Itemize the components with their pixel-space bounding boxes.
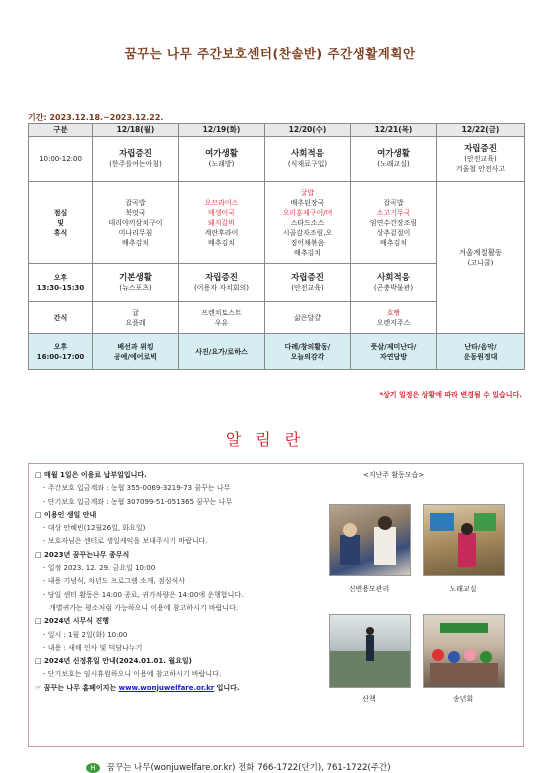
evening-item: 자연담방 (379, 352, 408, 361)
notice-item: - 일정 2023. 12. 29. 금요일 10:00 (43, 564, 156, 573)
header-cell: 12/21(목) (351, 124, 437, 137)
program-main: 자립증진 (291, 272, 324, 283)
menu-item: 잡곡밥 (125, 198, 146, 207)
snack-cell (351, 302, 437, 334)
program-sub: 겨울철 안전사고 (455, 165, 506, 173)
activity-photo (329, 504, 411, 576)
header-row (29, 124, 525, 137)
snack-item: 우유 (214, 318, 229, 327)
program-cell (93, 137, 179, 182)
evening-row (29, 334, 525, 370)
notice-title: 알림란 (225, 430, 315, 449)
photo-singing-image (424, 505, 504, 575)
photos-title: <지난주 활동모습> (363, 471, 425, 479)
evening-cell (351, 334, 437, 370)
menu-cell (351, 182, 437, 264)
logo-icon: H (86, 763, 100, 773)
label-line: 오후 (53, 273, 68, 282)
notice-item: - 일시 : 1월 2일(화) 10:00 (43, 630, 128, 639)
notice-box (28, 463, 524, 747)
menu-item: 상추겉절이 (376, 228, 411, 237)
snack-item: 요플레 (125, 318, 146, 327)
menu-item: 오리훈제구이/머 (282, 208, 333, 217)
notice-item: 개별귀가는 평소처럼 가능하오니 이용에 참고하시기 바랍니다. (49, 603, 239, 612)
evening-cell (437, 334, 525, 370)
evening-cell (179, 334, 265, 370)
evening-item: 사진/요가/로하스 (195, 347, 248, 356)
header-cell: 12/22(금) (437, 124, 525, 137)
program-sub: (이용자 자치회의) (193, 283, 250, 292)
snack-item: 귤 (132, 308, 139, 317)
menu-item: 굴밥 (300, 188, 315, 197)
snack-item: 오렌지주스 (376, 318, 411, 327)
notice-heading: □ 2023년 꿈꾸는나무 종무식 (35, 550, 130, 559)
photo-caption: 노래교실 (449, 585, 477, 593)
program-main: 자립증진 (119, 149, 152, 159)
label-line: 휴식 (53, 228, 68, 237)
time-cell: 10:00-12:00 (29, 137, 93, 182)
program-sub: (안전교육) (464, 155, 497, 163)
menu-cell (93, 182, 179, 264)
lunch-row (29, 182, 525, 264)
evening-cell (265, 334, 351, 370)
notice-item: - 내용 기념식, 차년도 프로그램 소개, 점심식사 (43, 577, 186, 586)
program-cell (351, 137, 437, 182)
program-cell (179, 137, 265, 182)
menu-item: 계란후라이 (204, 228, 239, 237)
label-line: 오후 (53, 342, 68, 351)
time-cell (29, 264, 93, 302)
notice-heading: □ 2024년 신정휴일 안내(2024.01.01. 월요일) (35, 657, 192, 666)
program-cell (437, 137, 525, 182)
lunch-label (29, 182, 93, 264)
program-main: 여가생활 (205, 149, 238, 159)
program-sub: (안전교육) (291, 283, 324, 292)
notice-heading: □ 매월 1일은 이용료 납부일입니다. (35, 471, 147, 479)
program-cell (351, 264, 437, 302)
photo-caption: 신변용모관리 (348, 585, 390, 593)
page-title: 꿈꾸는 나무 주간보호센터(찬솔반) 주간생활계획안 (124, 46, 416, 61)
footer-text: 꿈꾸는 나무(wonjuwelfare.or.kr) 전화 766-1722(단기), 761-1722(주간) (106, 763, 391, 773)
program-sub: (곤충박물관) (373, 283, 414, 292)
program-sub: (노래방) (208, 160, 235, 168)
snack-item: 호빵 (386, 308, 401, 317)
notice-item: - 단기보호는 임시휴원하오니 이용에 참고하시기 바랍니다. (43, 670, 222, 679)
header-cell: 12/19(화) (179, 124, 265, 137)
program-cell (179, 264, 265, 302)
program-sub: (노래교실) (377, 160, 410, 168)
program-sub: (식재료구입) (287, 160, 328, 168)
menu-item: 미나리무침 (118, 228, 153, 237)
program-main: 기본생활 (119, 272, 152, 283)
photo-caption: 산책 (362, 695, 376, 703)
menu-cell (179, 182, 265, 264)
activity-photo (329, 614, 411, 688)
snack-cell (265, 302, 351, 334)
menu-item: 데리야끼삼치구이 (108, 218, 163, 227)
menu-item: 잡곡밥 (383, 198, 404, 207)
notice-heading: □ 이용인 생일 안내 (35, 510, 97, 519)
notice-item: - 단기보호 입금계좌 : 농협 307099-51-051365 꿈꾸는 나무 (43, 497, 233, 506)
program-main: 사회적응 (377, 272, 410, 283)
menu-cell (265, 182, 351, 264)
snack-cell (93, 302, 179, 334)
header-cell: 구분 (29, 124, 93, 137)
program-main: 자립증진 (205, 272, 238, 283)
program-sub: (한주를여는아침) (109, 160, 162, 168)
evening-item: 오늘의감각 (290, 352, 325, 361)
program-sub: (고니쿨) (467, 258, 494, 267)
program-main: 사회적응 (291, 149, 324, 159)
program-main: 겨울계절활동 (458, 247, 503, 257)
notice-item: - 대상 안혜빈(12월26일, 화요일) (43, 524, 146, 533)
program-main: 여가생활 (377, 149, 410, 159)
label-line: 점심 (53, 208, 68, 217)
evening-item: 운동원정대 (463, 352, 498, 361)
menu-item: 징어채볶음 (290, 238, 325, 247)
snack-item: 프렌치토스트 (201, 308, 242, 317)
menu-item: 배추김치 (293, 248, 322, 257)
homepage-link[interactable]: www.wonjuwelfare.or.kr (118, 683, 215, 692)
photo-grooming-image (330, 505, 410, 575)
photo-walk-image (330, 615, 410, 687)
menu-item: 배추김치 (379, 238, 408, 247)
menu-item: 배추김치 (207, 238, 236, 247)
menu-item: 스타드소스 (290, 218, 325, 227)
homepage-prefix: ☞ 꿈꾸는 나무 홈페이지는 (35, 683, 117, 692)
program-sub: (뉴스포츠) (119, 283, 152, 292)
evening-cell (93, 334, 179, 370)
evening-item: 풋살/제미난다/ (370, 342, 417, 351)
menu-item: 배추김치 (121, 238, 150, 247)
evening-item: 난타/음악/ (464, 342, 497, 351)
snack-item: 삶은달걀 (293, 313, 322, 322)
activity-photo (423, 614, 505, 688)
label-line: 및 (57, 218, 64, 227)
menu-item: 배추된장국 (290, 198, 325, 207)
homepage-suffix: 입니다. (216, 683, 240, 692)
homepage-line (35, 682, 335, 695)
activity-photo (423, 504, 505, 576)
notice-item: - 보호자님은 센터로 생일케익을 보내주시기 바랍니다. (43, 537, 208, 546)
notice-item: - 당일 센터 활동은 14:00 종료, 귀가차량은 14:00에 운행합니다. (43, 590, 244, 599)
menu-item: 매생이국 (207, 208, 236, 217)
menu-item: 북엇국 (125, 208, 146, 217)
notice-item: - 주간보호 입금계좌 : 농협 355-0069-3219-73 꿈꾸는 나무 (43, 484, 231, 493)
morning-row (29, 137, 525, 182)
schedule-table (28, 123, 525, 370)
label-line: 13:30-15:30 (36, 283, 85, 292)
photo-caption: 송년회 (452, 695, 474, 703)
program-cell (93, 264, 179, 302)
snack-label: 간식 (29, 302, 93, 334)
evening-item: 다례/창의활동/ (284, 342, 331, 351)
evening-item: 공예/에어로빅 (113, 352, 158, 361)
notice-list (35, 469, 335, 695)
program-cell (265, 137, 351, 182)
program-main: 자립증진 (464, 144, 497, 154)
header-cell: 12/18(월) (93, 124, 179, 137)
friday-activity-cell (437, 182, 525, 334)
menu-item: 시골감자조림,오 (282, 228, 333, 237)
menu-item: 임연수간장조림 (369, 218, 418, 227)
period: 기간: 2023.12.18.~2023.12.22. (28, 113, 164, 122)
menu-item: 오므라이스 (204, 198, 239, 207)
label-line: 16:00-17:00 (36, 352, 85, 361)
notice-item: - 내용 : 새해 인사 및 덕담나누기 (43, 643, 143, 652)
program-cell (265, 264, 351, 302)
evening-item: 배선과 위킹 (117, 342, 154, 351)
header-cell: 12/20(수) (265, 124, 351, 137)
menu-item: 돼지갈비 (207, 218, 236, 227)
notice-heading: □ 2024년 시무식 진행 (35, 617, 109, 626)
photo-yearend-image (424, 615, 504, 687)
footer (86, 761, 391, 773)
snack-cell (179, 302, 265, 334)
time-cell (29, 334, 93, 370)
menu-item: 소고기무국 (376, 208, 411, 217)
schedule-note: *상기 일정은 상황에 따라 변경될 수 있습니다. (379, 391, 522, 399)
